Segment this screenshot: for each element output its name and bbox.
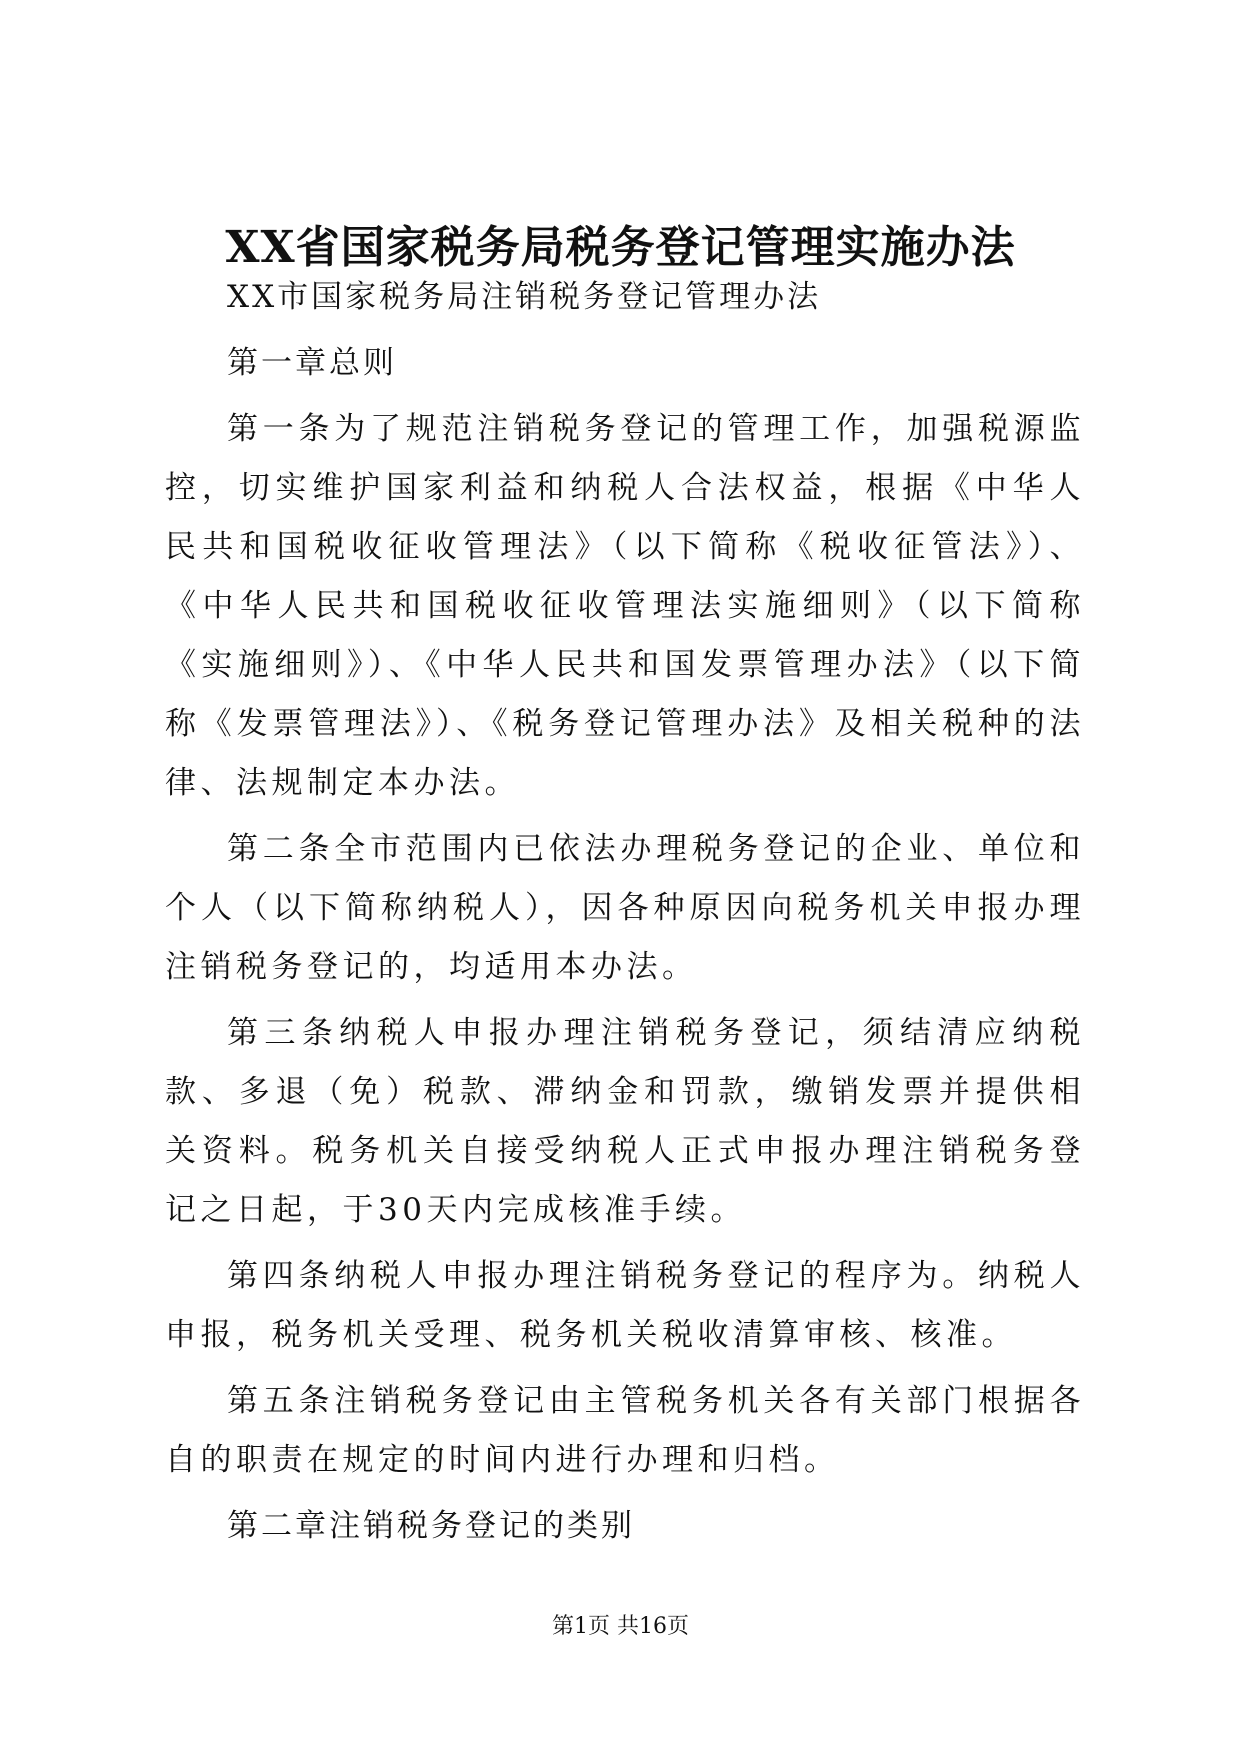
document-subtitle: XX市国家税务局注销税务登记管理办法 — [227, 279, 822, 315]
article-paragraph: 第三条纳税人申报办理注销税务登记，须结清应纳税款、多退（免）税款、滞纳金和罚款，缴销发票并提供相关资料。税务机关自接受纳税人正式申报办理注销税务登记之日起，于30天内完成核准手续。 — [165, 1015, 1085, 1228]
article-paragraph: 第五条注销税务登记由主管税务机关各有关部门根据各自的职责在规定的时间内进行办理和归档。 — [165, 1383, 1085, 1478]
chapter-heading: 第一章总则 — [227, 345, 397, 381]
document-body — [165, 268, 1085, 1563]
article-paragraph: 第四条纳税人申报办理注销税务登记的程序为。纳税人申报，税务机关受理、税务机关税收清算审核、核准。 — [165, 1258, 1085, 1353]
chapter-heading: 第二章注销税务登记的类别 — [227, 1508, 635, 1544]
document-title: XX省国家税务局税务登记管理实施办法 — [225, 222, 1016, 273]
article-paragraph: 第一条为了规范注销税务登记的管理工作，加强税源监控，切实维护国家利益和纳税人合法权益，根据《中华人民共和国税收征收管理法》（以下简称《税收征管法》）、《中华人民共和国税收征收管理法实施细则》（以下简称《实施细则》）、《中华人民共和国发票管理办法》（以下简称《发票管理法》）、《税务登记管理办法》及相关税种的法律、法规制定本办法。 — [165, 411, 1085, 801]
article-paragraph: 第二条全市范围内已依法办理税务登记的企业、单位和个人（以下简称纳税人），因各种原因向税务机关申报办理注销税务登记的，均适用本办法。 — [165, 831, 1085, 985]
page-number-footer: 第1页 共16页 — [552, 1614, 689, 1639]
